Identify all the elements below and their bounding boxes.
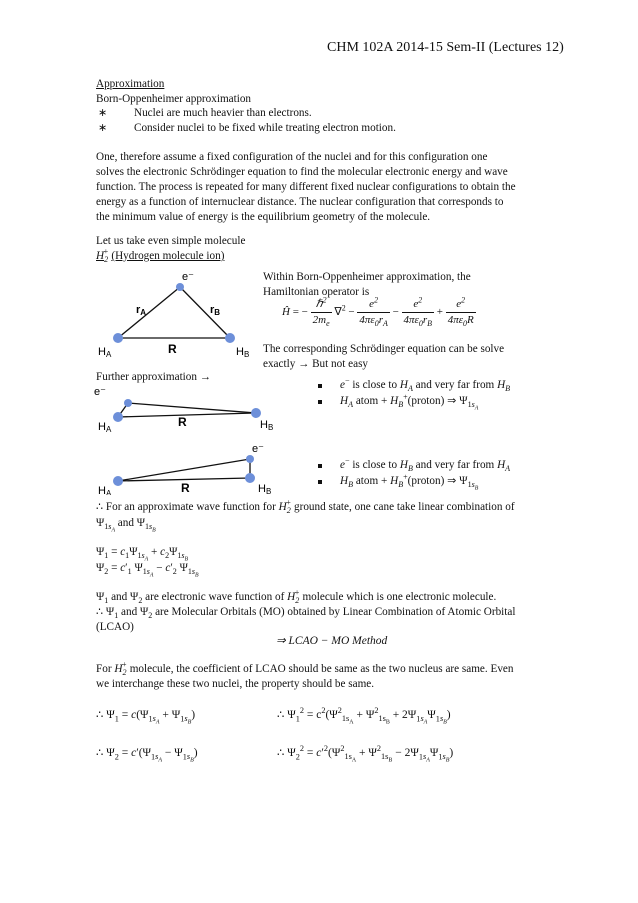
bullet-icon: [318, 464, 322, 468]
electron-near-a-diagram: [60, 380, 290, 435]
ra-label: rA: [136, 304, 147, 317]
hamiltonian-intro: Hamiltonian operator is: [263, 286, 370, 298]
hb-label: HB: [258, 483, 272, 495]
section-subheading: Born-Oppenheimer approximation: [96, 93, 252, 105]
psi1-lcao-equation: ∴ $\Psi_1 = c(\Psi_{1s_A} + \Psi_{1s_B})$: [96, 709, 196, 726]
bullet-item: Nuclei are much heavier than electrons.: [134, 107, 312, 119]
bullet-icon: [318, 384, 322, 388]
electron-label: e⁻: [94, 386, 106, 398]
psi1-equation: $\Psi_1 = c_1\Psi_{1s_A} + c_2\Psi_{1s_B}$: [96, 546, 189, 563]
page-header: CHM 102A 2014-15 Sem-II (Lectures 12): [327, 40, 564, 55]
psi2-lcao-equation: ∴ $\Psi_2 = c'(\Psi_{1s_A} - \Psi_{1s_B})$: [96, 747, 198, 764]
lcao-method: ⇒ LCAO − MO Method: [276, 635, 388, 647]
example-intro: Let us take even simple molecule: [96, 235, 246, 247]
paragraph-line: function. The process is repeated for many different fixed nuclear configurations to obtain the: [96, 181, 516, 193]
final-line: we interchange these two nuclei, the property should be same.: [96, 678, 375, 690]
bullet-item: Consider nuclei to be fixed while treating electron motion.: [134, 122, 396, 134]
ha-label: HA: [98, 485, 112, 495]
nucleus-a-dot: [113, 333, 123, 343]
nucleus-a-dot: [113, 476, 123, 486]
mo-line: ∴ $\Psi_1$ and $\Psi_2$ are Molecular Orbitals (MO) obtained by Linear Combination of Atomic Orbital: [96, 606, 516, 621]
r-label: R: [168, 342, 177, 356]
psi2-squared-equation: ∴ $\Psi_2^2 = c'^2(\Psi^2_{1s_A} + \Psi^2_{1s_B} - 2\Psi_{1s_A}\Psi_{1s_B})$: [277, 744, 454, 764]
electron-near-b-diagram: [60, 440, 290, 495]
electron-dot: [124, 399, 132, 407]
psi1-squared-equation: ∴ $\Psi_1^2 = c^2(\Psi^2_{1s_A} + \Psi^2_{1s_B} + 2\Psi_{1s_A}\Psi_{1s_B})$: [277, 706, 451, 726]
bullet-star-icon: ∗: [98, 107, 108, 119]
case-b-bullet: e− is close to $H_B$ and very far from $H_A$: [340, 456, 511, 474]
nucleus-b-dot: [251, 408, 261, 418]
hb-label: HB: [260, 419, 274, 432]
case-b-bullet: $H_B$ atom + $H_B^+(proton)$ ⇒ $\Psi_{1s_B}$: [340, 472, 479, 492]
paragraph-line: One, therefore assume a fixed configuration of the nuclei and for this configuration one: [96, 151, 488, 163]
electron-label: e⁻: [252, 443, 264, 455]
psi2-equation: $\Psi_2 = c'_1$ $\Psi_{1s_A} - c'_2$ $\Psi_{1s_B}$: [96, 562, 199, 579]
electron-dot: [176, 283, 184, 291]
paragraph-line: the minimum value of energy is the equilibrium geometry of the molecule.: [96, 211, 431, 223]
case-a-bullet: $H_A$ atom + $H_B^+(proton)$ ⇒ $\Psi_{1s_A}$: [340, 392, 479, 412]
hamiltonian-equation: Ĥ = − $\frac{\hbar^2}{2m_e}$ ∇$^2$ − $\frac{e^2}{4\pi\varepsilon_0r_A}$ − $\frac{e^2}{4\pi\varepsilon_0r_B}$ + $\frac{e^2}{4\pi\varepsilon_0R}$: [282, 295, 474, 329]
final-line: For $H_2^+$ molecule, the coefficient of LCAO should be same as the two nucleus are same. Even: [96, 660, 514, 678]
nucleus-b-dot: [245, 473, 255, 483]
bullet-star-icon: ∗: [98, 122, 108, 134]
nucleus-a-dot: [113, 412, 123, 422]
r-label: R: [178, 415, 187, 429]
rb-label: rB: [210, 304, 221, 317]
bullet-icon: [318, 480, 322, 484]
molecule-label: $H_2^+$ (Hydrogen molecule ion): [96, 247, 225, 265]
ha-label: HA: [98, 346, 112, 359]
hamiltonian-intro: Within Born-Oppenheimer approximation, the: [263, 271, 471, 283]
section-heading: Approximation: [96, 78, 165, 90]
electron-dot: [246, 455, 254, 463]
lcao-line: ∴ For an approximate wave function for $H_2^+$ ground state, one cane take linear combination of: [96, 498, 515, 516]
case-a-bullet: e− is close to $H_A$ and very far from $H_B$: [340, 376, 511, 394]
r-label: R: [181, 481, 190, 495]
electron-label: e⁻: [182, 271, 194, 283]
paragraph-line: solves the electronic Schrödinger equation to find the molecular electronic energy and wave: [96, 166, 508, 178]
lcao-line: $\Psi_{1s_A}$ and $\Psi_{1s_B}$: [96, 517, 156, 534]
paragraph-line: energy as a function of internuclear distance. The nuclear configuration that corresponds to: [96, 196, 504, 208]
triangle-diagram: [60, 262, 290, 372]
ha-label: HA: [98, 421, 112, 434]
nucleus-b-dot: [225, 333, 235, 343]
hb-label: HB: [236, 346, 250, 359]
bullet-icon: [318, 400, 322, 404]
mo-line: $\Psi_1$ and $\Psi_2$ are electronic wave function of $H_2^+$ molecule which is one electronic molecule.: [96, 588, 497, 606]
further-label: Further approximation →: [96, 371, 211, 383]
schrodinger-note: exactly → But not easy: [263, 358, 369, 370]
schrodinger-note: The corresponding Schrödinger equation can be solve: [263, 343, 505, 355]
mo-line: (LCAO): [96, 621, 134, 633]
